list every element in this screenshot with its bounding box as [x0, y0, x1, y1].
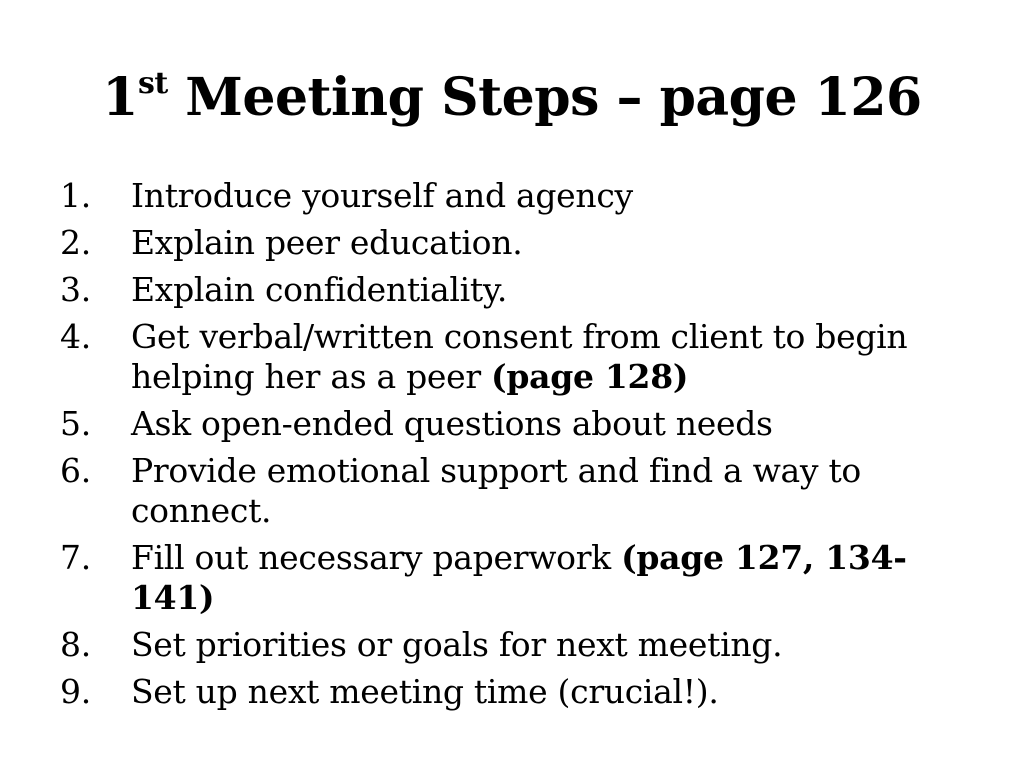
- list-item: [60, 625, 980, 665]
- step-page-ref: (page 128): [491, 357, 689, 396]
- step-number: 6.: [60, 451, 91, 490]
- list-item: [60, 451, 980, 531]
- step-number: 1.: [60, 176, 91, 215]
- step-text: [131, 672, 980, 712]
- step-body: Ask open-ended questions about needs: [131, 404, 773, 443]
- list-item: [60, 270, 980, 310]
- step-page-ref: (page 127, 134-141): [131, 538, 907, 617]
- step-text: [131, 223, 980, 263]
- step-body: Get verbal/written consent from client to begin helping her as a peer: [131, 317, 908, 396]
- step-text: [131, 625, 980, 665]
- step-body: Fill out necessary paperwork: [131, 538, 622, 577]
- step-number: 9.: [60, 672, 91, 711]
- step-text: [131, 317, 980, 397]
- step-body: Explain peer education.: [131, 223, 523, 262]
- slide-title: [0, 62, 1024, 134]
- list-item: [60, 223, 980, 263]
- step-number: 7.: [60, 538, 91, 577]
- step-body: Introduce yourself and agency: [131, 176, 633, 215]
- title-number: 1: [102, 67, 138, 128]
- title-text: Meeting Steps – page 126: [167, 67, 922, 128]
- title-ordinal-suffix: st: [137, 66, 168, 101]
- step-text: [131, 404, 980, 444]
- step-body: Set priorities or goals for next meeting.: [131, 625, 783, 664]
- step-body: Explain confidentiality.: [131, 270, 508, 309]
- step-number: 3.: [60, 270, 91, 309]
- steps-list: [60, 176, 980, 719]
- step-text: [131, 451, 980, 531]
- step-number: 8.: [60, 625, 91, 664]
- list-item: [60, 317, 980, 397]
- step-number: 5.: [60, 404, 91, 443]
- step-text: [131, 176, 980, 216]
- list-item: [60, 176, 980, 216]
- step-body: Set up next meeting time (crucial!).: [131, 672, 719, 711]
- list-item: [60, 404, 980, 444]
- list-item: [60, 538, 980, 618]
- step-text: [131, 538, 980, 618]
- step-body: Provide emotional support and find a way to connect.: [131, 451, 861, 530]
- step-number: 2.: [60, 223, 91, 262]
- step-text: [131, 270, 980, 310]
- list-item: [60, 672, 980, 712]
- step-number: 4.: [60, 317, 91, 356]
